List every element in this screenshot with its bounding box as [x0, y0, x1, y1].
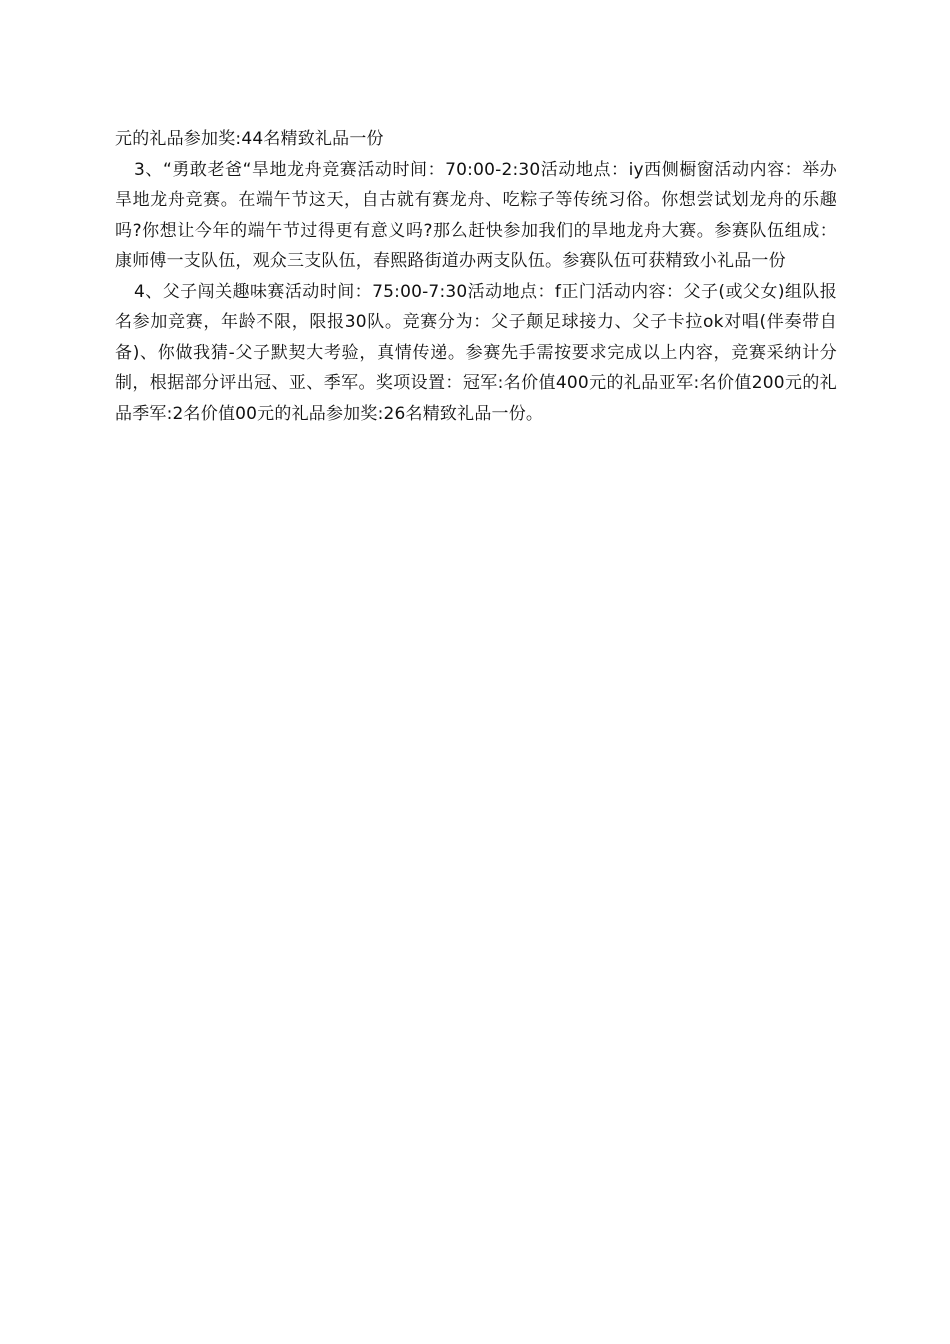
paragraph-continuation: 元的礼品参加奖:44名精致礼品一份 — [115, 129, 384, 149]
paragraph-item-3: 3、“勇敢老爸“旱地龙舟竞赛活动时间：70:00-2:30活动地点：iy西侧橱窗活动内容：举办旱地龙舟竞赛。在端午节这天，自古就有赛龙舟、吃粽子等传统习俗。你想尝试划龙舟的乐趣吗?你想让今年的端午节过得更有意义吗?那么赶快参加我们的旱地龙舟大赛。参赛队伍组成：康师傅一支队伍，观众三支队伍，春熙路街道办两支队伍。参赛队伍可获精致小礼品一份 — [115, 159, 837, 271]
paragraph-item-4: 4、父子闯关趣味赛活动时间：75:00-7:30活动地点：f正门活动内容：父子(或父女)组队报名参加竞赛，年龄不限，限报30队。竞赛分为：父子颠足球接力、父子卡拉ok对唱(伴奏带自备)、你做我猜-父子默契大考验，真情传递。参赛先手需按要求完成以上内容，竞赛采纳计分制，根据部分评出冠、亚、季军。奖项设置：冠军:名价值400元的礼品亚军:名价值200元的礼品季军:2名价值00元的礼品参加奖:26名精致礼品一份。 — [115, 281, 837, 424]
document-body — [115, 124, 837, 429]
